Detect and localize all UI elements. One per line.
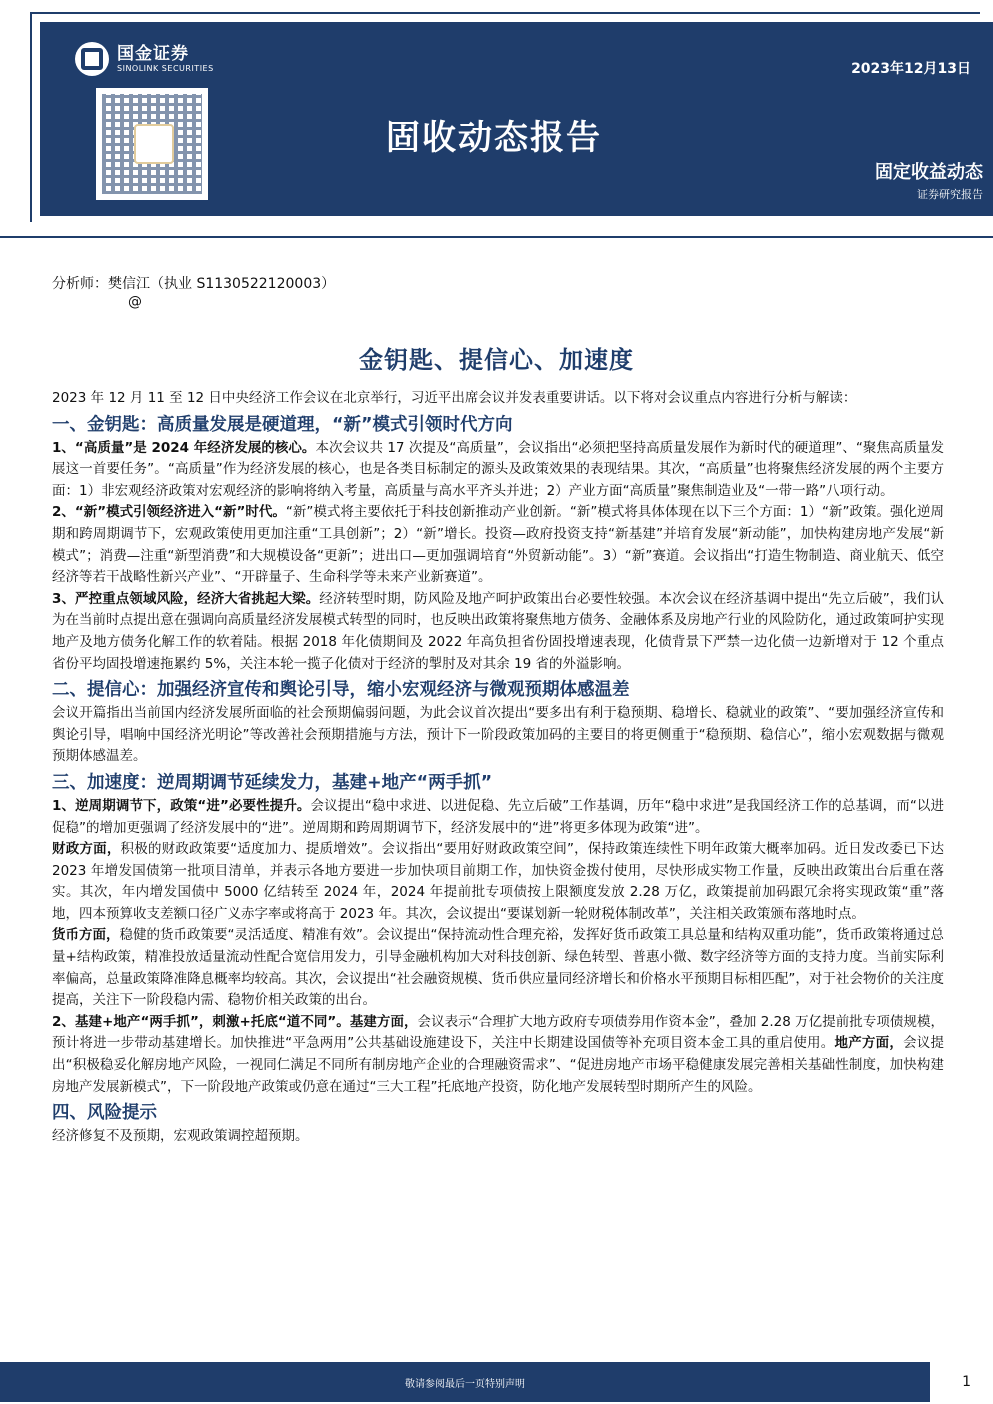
report-title: 固收动态报告 [386, 118, 602, 158]
paragraph [52, 796, 944, 839]
paragraph [52, 925, 944, 1011]
document-body [52, 388, 944, 1148]
paragraph-lead: 地产方面， [834, 1035, 904, 1052]
paragraph-text: 本次会议共 17 次提及“高质量”，会议指出“必须把坚持高质量发展作为新时代的硬道理”、“聚焦高质量发展这一首要任务”。“高质量”作为经济发展的核心，也是各类目标制定的源头及政策效果的表现结果。其次，“高质量”也将聚焦经济发展的两个主要方面：1）非宏观经济政策对宏观经济的影响将纳入考量，高质量与高水平齐头并进；2）产业方面“高质量”聚焦制造业及“一带一路”八项行动。 [52, 439, 944, 499]
header-frame-line [30, 12, 980, 14]
paragraph-lead: 1、“高质量”是 2024 年经济发展的核心。 [52, 439, 316, 456]
paragraph [52, 839, 944, 925]
paragraph-text: “新”模式将主要依托于科技创新推动产业创新。“新”模式将具体体现在以下三个方面：1）“新”政策。强化逆周期和跨周期调节下，宏观政策使用更加注重“工具创新”；2）“新”增长。投资—政府投资支持“新基建”并培育发展“新动能”，加快构建房地产发展“新模式”；消费—注重“新型消费”和大规模设备“更新”；进出口—更加强调培育“外贸新动能”。3）“新”赛道。会议指出“打造生物制造、商业航天、低空经济等若干战略性新兴产业”、“开辟量子、生命科学等未来产业新赛道”。 [52, 504, 944, 586]
report-header [40, 22, 993, 216]
report-subtype: 证券研究报告 [917, 188, 983, 201]
logo-cn: 国金证券 [117, 44, 189, 64]
logo-mark-icon [75, 42, 109, 76]
paragraph [52, 1012, 944, 1098]
qr-code-icon [96, 88, 208, 200]
paragraph [52, 502, 944, 588]
paragraph-lead: 1、逆周期调节下，政策“进”必要性提升。 [52, 797, 311, 814]
paragraph-text: 会议提出“积极稳妥化解房地产风险，一视同仁满足不同所有制房地产企业的合理融资需求”、“促进房地产市场平稳健康发展完善相关基础性制度，加快构建房地产发展新模式”，下一阶段地产政策或仍意在通过“三大工程”托底地产投资，防化地产发展转型时期所产生的风险。 [52, 1035, 944, 1095]
logo-en: SINOLINK SECURITIES [117, 64, 214, 73]
header-frame-line-left [30, 12, 32, 222]
paragraph-text: 经济修复不及预期，宏观政策调控超预期。 [52, 1128, 309, 1145]
paragraph [52, 438, 944, 503]
paragraph-lead: 货币方面， [52, 927, 120, 944]
section-heading-4: 四、风险提示 [52, 1103, 157, 1124]
section-heading-3: 三、加速度：逆周期调节延续发力，基建+地产“两手抓” [52, 772, 493, 793]
paragraph [52, 589, 944, 675]
intro-paragraph: 2023 年 12 月 11 至 12 日中央经济工作会议在北京举行，习近平出席会议并发表重要讲话。以下将对会议重点内容进行分析与解读： [52, 390, 857, 406]
section-heading-2: 二、提信心：加强经济宣传和舆论引导，缩小宏观经济与微观预期体感温差 [52, 680, 630, 701]
footer-notice: 敬请参阅最后一页特别声明 [0, 1362, 930, 1402]
paragraph-text: 会议提出“稳中求进、以进促稳、先立后破”工作基调，历年“稳中求进”是我国经济工作的总基调，而“以进促稳”的增加更强调了经济发展中的“进”。逆周期和跨周期调节下，经济发展中的“进”将更多体现为政策“进”。 [52, 797, 945, 836]
report-type: 固定收益动态 [875, 162, 983, 183]
paragraph-lead: 2、基建+地产“两手抓”，刺激+托底“道不同”。基建方面， [52, 1013, 418, 1030]
company-logo [75, 42, 214, 76]
paragraph-text: 会议表示“合理扩大地方政府专项债券用作资本金”，叠加 2.28 万亿提前批专项债规模，预计将进一步带动基建增长。加快推进“平急两用”公共基础设施建设下，关注中长期建设国债等补充项目资本金工具的重启使用。 [52, 1013, 944, 1052]
document-title: 金钥匙、提信心、加速度 [359, 346, 634, 374]
paragraph-text: 积极的财政政策要“适度加力、提质增效”。会议指出“要用好财政政策空间”，保持政策连续性下明年政策大概率加码。近日发改委已下达 2023 年增发国债第一批项目清单，并表示各地方要进一步加快项目前期工作，加快资金拨付使用，尽快形成实物工作量，反映出政策出台后重在落实。其次，年内增发国债中 5000 亿结转至 2024 年，2024 年提前批专项债按上限额度发放 2.28 万亿，政策提前加码跟冗余将实现政策“重”落地，四本预算收支差额口径广义赤字率或将高于 2023 年。其次，会议提出“要谋划新一轮财税体制改革”，关注相关政策颁布落地时点。 [52, 841, 944, 922]
paragraph-lead: 2、“新”模式引领经济进入“新”时代。 [52, 504, 286, 521]
report-date: 2023年12月13日 [851, 61, 971, 77]
header-divider [0, 236, 993, 238]
paragraph-lead: 3、严控重点领域风险，经济大省挑起大梁。 [52, 590, 320, 607]
paragraph-lead: 财政方面， [52, 841, 121, 858]
paragraph-text: 会议开篇指出当前国内经济发展所面临的社会预期偏弱问题，为此会议首次提出“要多出有利于稳预期、稳增长、稳就业的政策”、“要加强经济宣传和舆论引导，唱响中国经济光明论”等改善社会预期措施与方法，预计下一阶段政策加码的主要目的将更侧重于“稳预期、稳信心”，缩小宏观数据与微观预期体感温差。 [52, 705, 944, 765]
analyst-email: @ [128, 294, 142, 310]
paragraph-text: 经济转型时期，防风险及地产呵护政策出台必要性较强。本次会议在经济基调中提出“先立后破”，我们认为在当前时点提出意在强调向高质量经济发展模式转型的同时，也反映出政策将聚焦地方债务、金融体系及房地产行业的风险防化，通过政策呵护实现地产及地方债务化解工作的软着陆。根据 2018 年化债期间及 2022 年高负担省份固投增速表现，化债背景下严禁一边化债一边新增对于 12 个重点省份平均固投增速拖累约 5%，关注本轮一揽子化债对于经济的掣肘及对其余 19 省的外溢影响。 [52, 590, 944, 672]
analyst-info: 分析师：樊信江（执业 S1130522120003） [52, 276, 336, 292]
section-heading-1: 一、金钥匙：高质量发展是硬道理，“新”模式引领时代方向 [52, 414, 513, 435]
page-number: 1 [962, 1374, 971, 1390]
paragraph-text: 稳健的货币政策要“灵活适度、精准有效”。会议提出“保持流动性合理充裕，发挥好货币政策工具总量和结构双重功能”，货币政策将通过总量+结构政策，精准投放适量流动性配合宽信用发力，引导金融机构加大对科技创新、绿色转型、普惠小微、数字经济等方面的支持力度。当前实际利率偏高，总量政策降准降息概率均较高。其次，会议提出“社会融资规模、货币供应量同经济增长和价格水平预期目标相匹配”，对于社会物价的关注度提高，关注下一阶段稳内需、稳物价相关政策的出台。 [52, 927, 945, 1009]
